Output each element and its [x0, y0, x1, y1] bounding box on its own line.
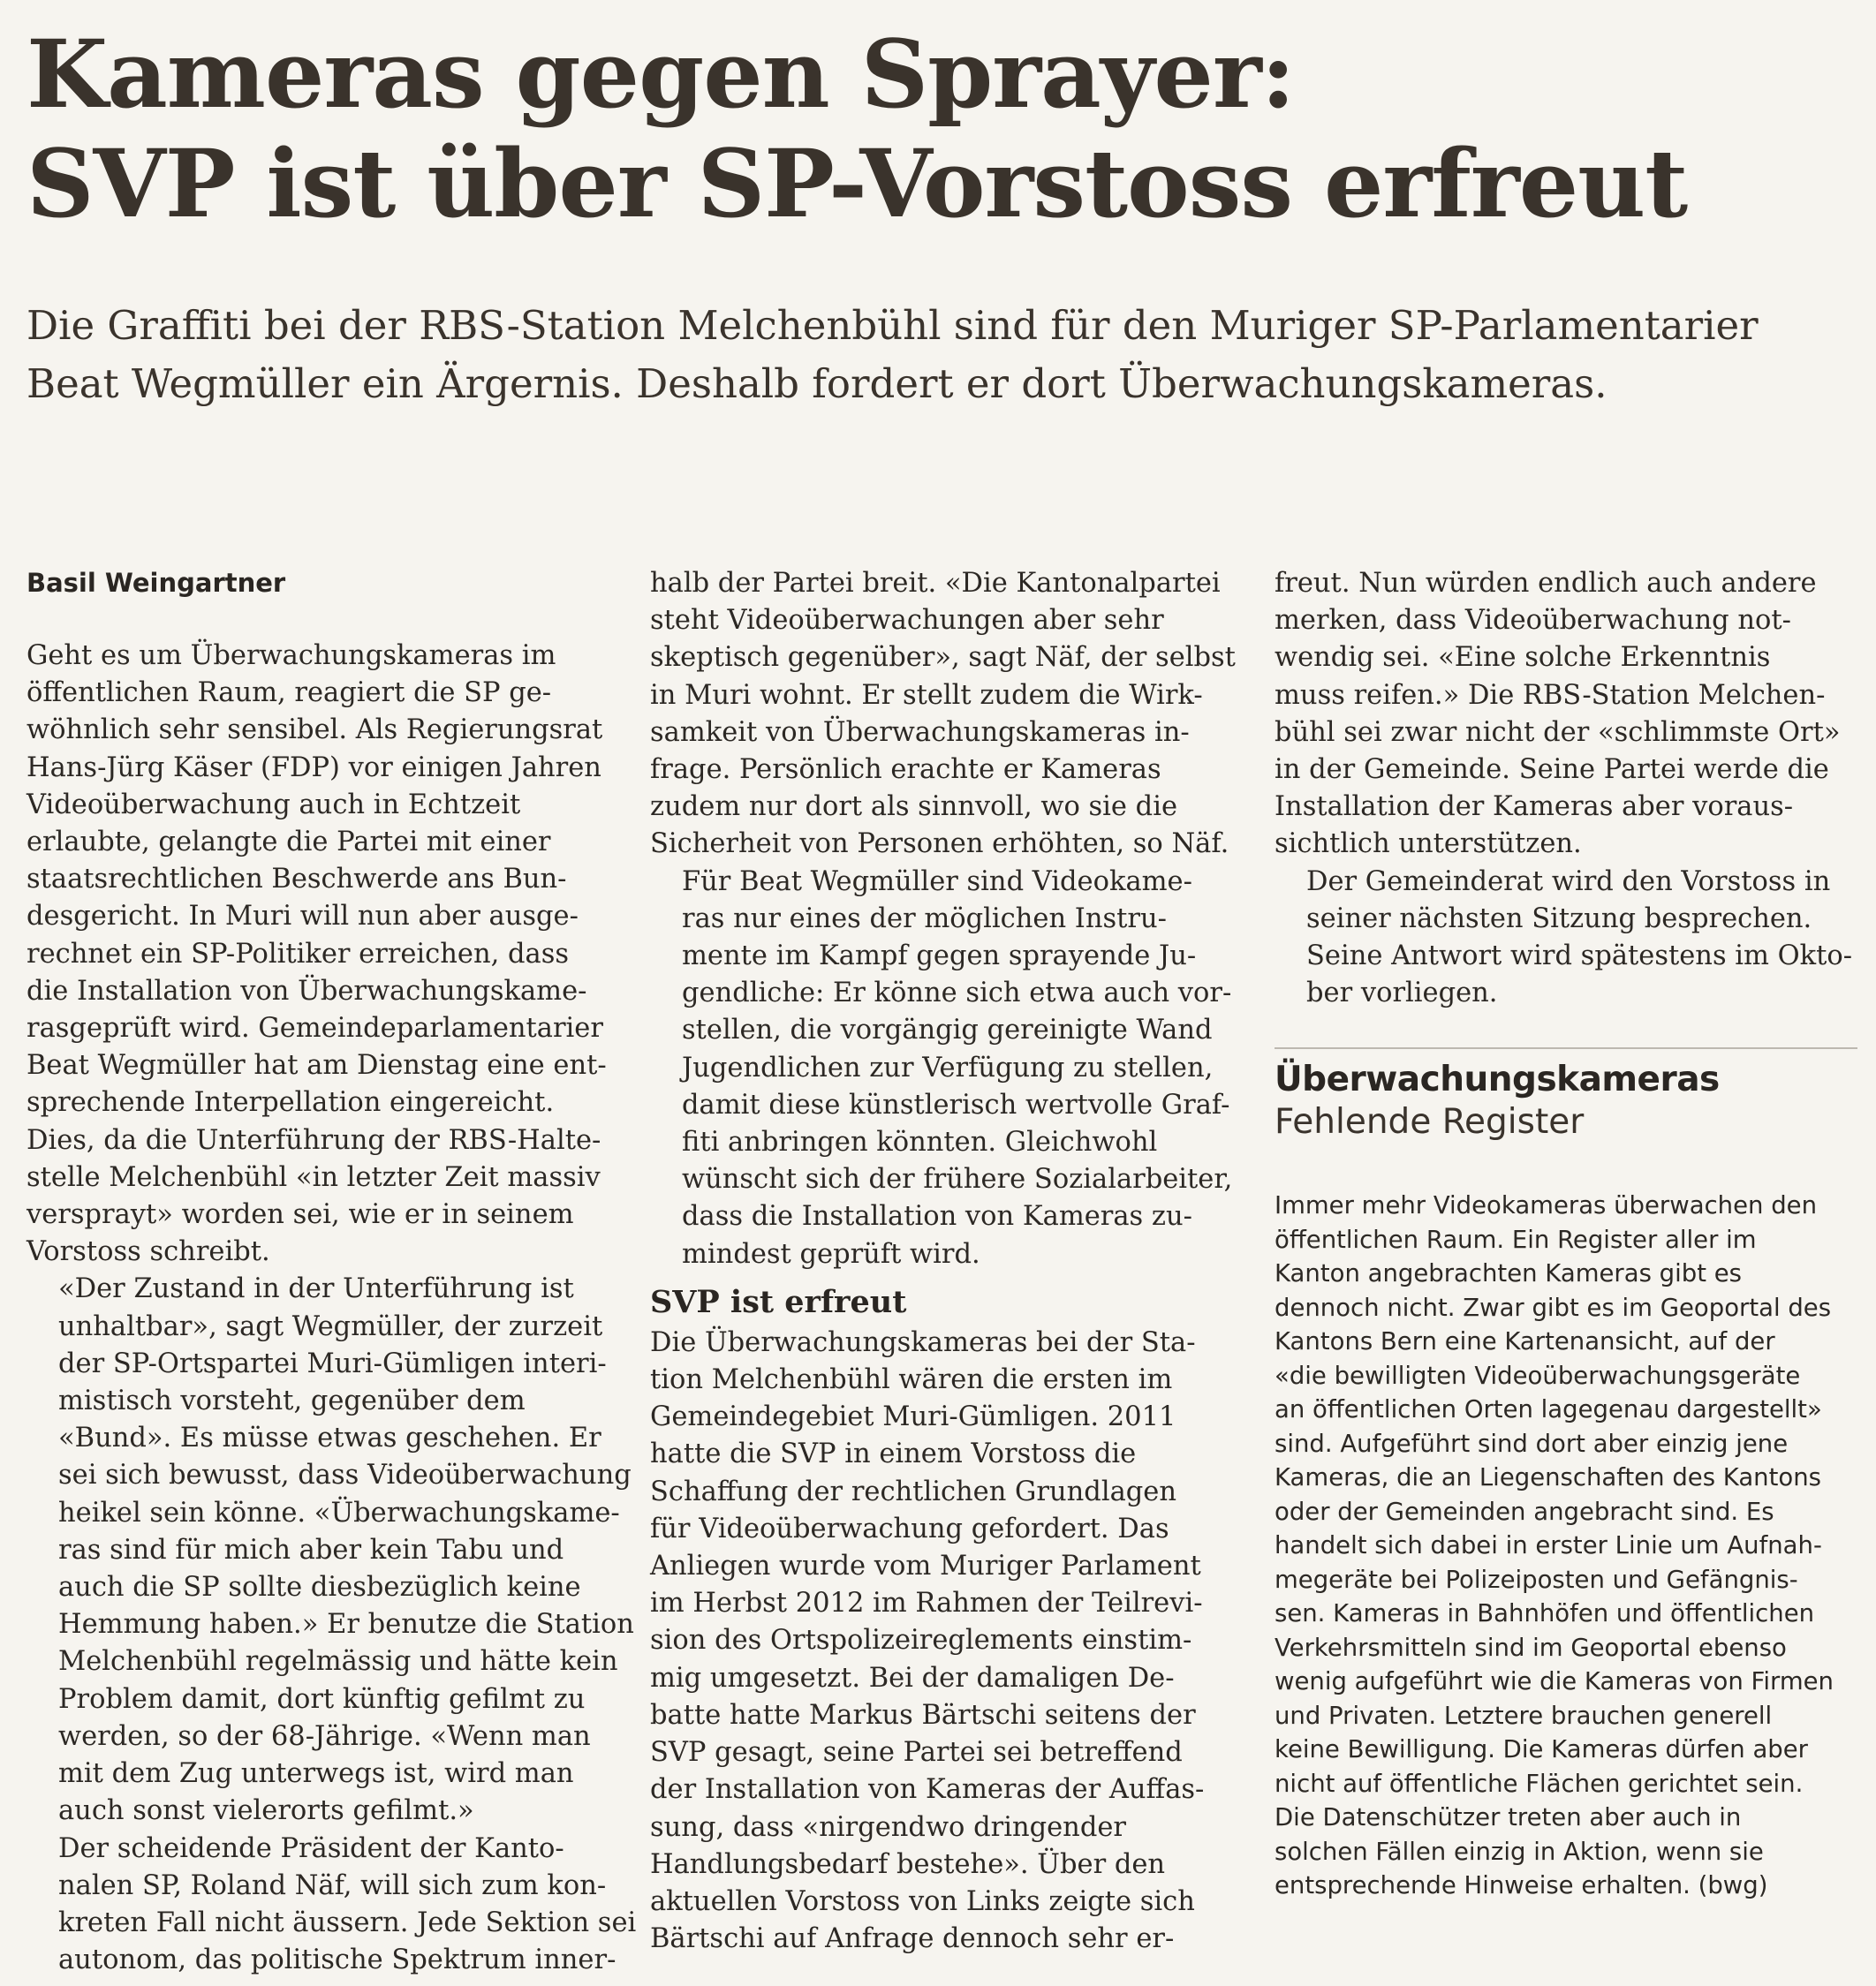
subheading: SVP ist erfreut [650, 1283, 907, 1320]
paragraph-5 [650, 1325, 1233, 1958]
lead-line: Die Graffiti bei der RBS-Station Melchenbühl sind für den Muriger SP-Parlamentarier [26, 302, 1759, 349]
text-line: Dies, da die Unterführung der RBS-Halte- [26, 1124, 601, 1156]
text-line: stellen, die vorgängig gereinigte Wand [682, 1015, 1213, 1046]
column-3 [1275, 565, 1857, 1012]
text-line: Melchenbühl regelmässig und hätte kein [58, 1646, 618, 1678]
text-line: wünscht sich der frühere Sozialarbeiter, [682, 1164, 1233, 1196]
text-line: sind. Aufgeführt sind dort aber einzig jene [1275, 1429, 1789, 1458]
text-line: Beat Wegmüller hat am Dienstag eine ent- [26, 1050, 607, 1082]
text-line: für Videoüberwachung gefordert. Das [650, 1513, 1169, 1544]
text-line: rechnet ein SP-Politiker erreichen, dass [26, 938, 570, 970]
text-line: keine Bewilligung. Die Kameras dürfen aber [1275, 1735, 1808, 1763]
text-line: Hemmung haben.» Er benutze die Station [58, 1609, 634, 1641]
text-line: wöhnlich sehr sensibel. Als Regierungsrat [26, 714, 603, 746]
column-1 [26, 565, 637, 1979]
text-line: SVP gesagt, seine Partei sei betreffend [650, 1737, 1183, 1769]
text-line: samkeit von Überwachungskameras in- [650, 716, 1190, 748]
text-line: ras sind für mich aber kein Tabu und [58, 1534, 564, 1566]
text-line: muss reifen.» Die RBS-Station Melchen- [1275, 679, 1826, 711]
text-line: sen. Kameras in Bahnhöfen und öffentlichen [1275, 1599, 1815, 1627]
text-line: Problem damit, dort künftig gefilmt zu [58, 1683, 586, 1715]
text-line: Die Überwachungskameras bei der Sta- [650, 1326, 1196, 1358]
text-line: Die Datenschützer treten aber auch in [1275, 1803, 1742, 1831]
text-line: stelle Melchenbühl «in letzter Zeit massiv [26, 1161, 601, 1193]
text-line: Handlungsbedarf bestehe». Über den [650, 1848, 1166, 1880]
text-line: frage. Persönlich erachte er Kameras [650, 754, 1161, 786]
text-line: erlaubte, gelangte die Partei mit einer [26, 827, 551, 858]
text-line: im Herbst 2012 im Rahmen der Teilrevi- [650, 1588, 1203, 1620]
paragraph-5-continued [1275, 565, 1857, 864]
text-line: damit diese künstlerisch wertvolle Graf- [682, 1089, 1230, 1121]
text-line: oder der Gemeinden angebracht sind. Es [1275, 1497, 1774, 1526]
text-line: Gemeindegebiet Muri-Gümligen. 2011 [650, 1401, 1176, 1433]
text-line: der SP-Ortspartei Muri-Gümligen interi- [58, 1348, 607, 1379]
paragraph-1 [26, 638, 609, 1271]
text-line: entsprechende Hinweise erhalten. (bwg) [1275, 1871, 1768, 1899]
text-line: «die bewilligten Videoüberwachungsgeräte [1275, 1361, 1801, 1390]
text-line: nicht auf öffentliche Flächen gerichtet sein. [1275, 1769, 1804, 1798]
text-line: Vorstoss schreibt. [26, 1236, 270, 1268]
text-line: heikel sein könne. «Überwachungskame- [58, 1497, 620, 1529]
text-line: Verkehrsmitteln sind im Geoportal ebenso [1275, 1633, 1787, 1662]
text-line: solchen Fällen einzig in Aktion, wenn sie [1275, 1837, 1764, 1866]
text-line: Installation der Kameras aber voraus- [1275, 791, 1794, 823]
text-line: ras nur eines der möglichen Instru- [682, 902, 1167, 934]
text-line: Schaffung der rechtlichen Grundlagen [650, 1476, 1176, 1507]
text-line: handelt sich dabei in erster Linie um Aufnah- [1275, 1531, 1822, 1559]
text-line: Videoüberwachung auch in Echtzeit [26, 789, 521, 820]
text-line: wendig sei. «Eine solche Erkenntnis [1275, 642, 1771, 674]
text-line: hatte die SVP in einem Vorstoss die [650, 1439, 1137, 1470]
text-line: bühl sei zwar nicht der «schlimmste Ort» [1275, 716, 1841, 748]
byline: Basil Weingartner [26, 568, 286, 598]
text-line: «Bund». Es müsse etwas geschehen. Er [58, 1423, 601, 1454]
text-line: Der scheidende Präsident der Kanto- [58, 1832, 564, 1864]
text-line: batte hatte Markus Bärtschi seitens der [650, 1699, 1196, 1731]
headline [26, 19, 1864, 238]
text-line: Kantons Bern eine Kartenansicht, auf der [1275, 1327, 1775, 1355]
text-line: öffentlichen Raum, reagiert die SP ge- [26, 677, 552, 709]
text-line: sung, dass «nirgendwo dringender [650, 1811, 1126, 1843]
text-line: autonom, das politische Spektrum inner- [58, 1944, 617, 1976]
paragraph-3-continued [650, 565, 1236, 864]
text-line: und Privaten. Letztere brauchen generell [1275, 1701, 1773, 1730]
text-line: dass die Installation von Kameras zu- [682, 1201, 1192, 1233]
text-line: Hans-Jürg Käser (FDP) vor einigen Jahren [26, 751, 601, 783]
sidebar-title: Überwachungskameras [1275, 1060, 1720, 1099]
text-line: versprayt» worden sei, wie er in seinem [26, 1199, 574, 1231]
sidebar-text [1275, 1189, 1857, 1903]
text-line: Seine Antwort wird spätestens im Okto- [1306, 940, 1853, 972]
text-line: Geht es um Überwachungskameras im [26, 640, 556, 671]
text-line: sei sich bewusst, dass Videoüberwachung [58, 1460, 632, 1491]
text-line: «Der Zustand in der Unterführung ist [58, 1273, 574, 1305]
text-line: steht Videoüberwachungen aber sehr [650, 605, 1164, 637]
text-line: staatsrechtlichen Beschwerde ans Bun- [26, 864, 567, 895]
sidebar-subtitle: Fehlende Register [1275, 1102, 1585, 1142]
text-line: Sicherheit von Personen erhöhten, so Näf. [650, 828, 1229, 860]
text-line: halb der Partei breit. «Die Kantonalpartei [650, 568, 1221, 599]
text-line: mente im Kampf gegen sprayende Ju- [682, 940, 1197, 972]
text-line: auch sonst vielerorts gefilmt.» [58, 1795, 474, 1827]
sidebar-box [1275, 1047, 1857, 1903]
text-line: freut. Nun würden endlich auch andere [1275, 568, 1817, 599]
text-line: kreten Fall nicht äussern. Jede Sektion sei [58, 1907, 637, 1938]
text-line: sichtlich unterstützen. [1275, 828, 1582, 860]
text-line: Für Beat Wegmüller sind Videokame- [682, 865, 1192, 897]
text-line: Jugendlichen zur Verfügung zu stellen, [682, 1052, 1214, 1084]
text-line: Kanton angebrachten Kameras gibt es [1275, 1259, 1742, 1288]
headline-line: SVP ist über SP-Vorstoss erfreut [26, 128, 1688, 238]
text-line: mistisch vorsteht, gegenüber dem [58, 1386, 526, 1417]
text-line: Kameras, die an Liegenschaften des Kantons [1275, 1463, 1821, 1491]
text-line: mit dem Zug unterwegs ist, wird man [58, 1758, 574, 1790]
text-line: unhaltbar», sagt Wegmüller, der zurzeit [58, 1310, 603, 1342]
text-line: sprechende Interpellation eingereicht. [26, 1087, 555, 1119]
text-line: Bärtschi auf Anfrage dennoch sehr er- [650, 1923, 1175, 1955]
text-line: aktuellen Vorstoss von Links zeigte sich [650, 1885, 1195, 1917]
text-line: nalen SP, Roland Näf, will sich zum kon- [58, 1869, 607, 1901]
text-line: wenig aufgeführt wie die Kameras von Firmen [1275, 1667, 1834, 1695]
lead-paragraph [26, 297, 1855, 413]
text-line: skeptisch gegenüber», sagt Näf, der selbst [650, 642, 1236, 674]
text-line: Anliegen wurde vom Muriger Parlament [650, 1551, 1201, 1582]
text-line: auch die SP sollte diesbezüglich keine [58, 1572, 581, 1604]
text-line: sion des Ortspolizeireglements einstim- [650, 1625, 1192, 1657]
text-line: merken, dass Videoüberwachung not- [1275, 605, 1791, 637]
text-line: Immer mehr Videokameras überwachen den [1275, 1191, 1818, 1220]
text-line: zudem nur dort als sinnvoll, wo sie die [650, 791, 1177, 823]
paragraph-2 [26, 1271, 634, 1830]
text-line: megeräte bei Polizeiposten und Gefängnis- [1275, 1565, 1798, 1594]
text-line: ber vorliegen. [1306, 978, 1498, 1009]
paragraph-3 [26, 1831, 637, 1980]
text-line: tion Melchenbühl wären die ersten im [650, 1364, 1173, 1396]
text-line: seiner nächsten Sitzung besprechen. [1306, 902, 1812, 934]
text-line: die Installation von Überwachungskame- [26, 975, 587, 1007]
text-line: mindest geprüft wird. [682, 1238, 980, 1270]
text-line: mig umgesetzt. Bei der damaligen De- [650, 1662, 1175, 1694]
text-line: der Installation von Kameras der Auffas- [650, 1774, 1205, 1806]
column-2 [650, 565, 1236, 1958]
paragraph-4 [650, 864, 1233, 1273]
text-line: werden, so der 68-Jährige. «Wenn man [58, 1720, 591, 1752]
headline-line: Kameras gegen Sprayer: [26, 19, 1295, 129]
paragraph-6 [1275, 864, 1857, 1013]
text-line: desgericht. In Muri will nun aber ausge- [26, 901, 579, 933]
text-line: in Muri wohnt. Er stellt zudem die Wirk- [650, 679, 1203, 711]
text-line: dennoch nicht. Zwar gibt es im Geoportal des [1275, 1293, 1832, 1322]
text-line: rasgeprüft wird. Gemeindeparlamentarier [26, 1013, 603, 1045]
text-line: an öffentlichen Orten lagegenau dargestellt» [1275, 1395, 1822, 1423]
text-line: öffentlichen Raum. Ein Register aller im [1275, 1225, 1757, 1254]
text-line: in der Gemeinde. Seine Partei werde die [1275, 754, 1829, 786]
text-line: fiti anbringen könnten. Gleichwohl [682, 1127, 1158, 1159]
text-line: Der Gemeinderat wird den Vorstoss in [1306, 865, 1831, 897]
lead-line: Beat Wegmüller ein Ärgernis. Deshalb fordert er dort Überwachungskameras. [26, 360, 1607, 407]
text-line: gendliche: Er könne sich etwa auch vor- [682, 978, 1232, 1009]
